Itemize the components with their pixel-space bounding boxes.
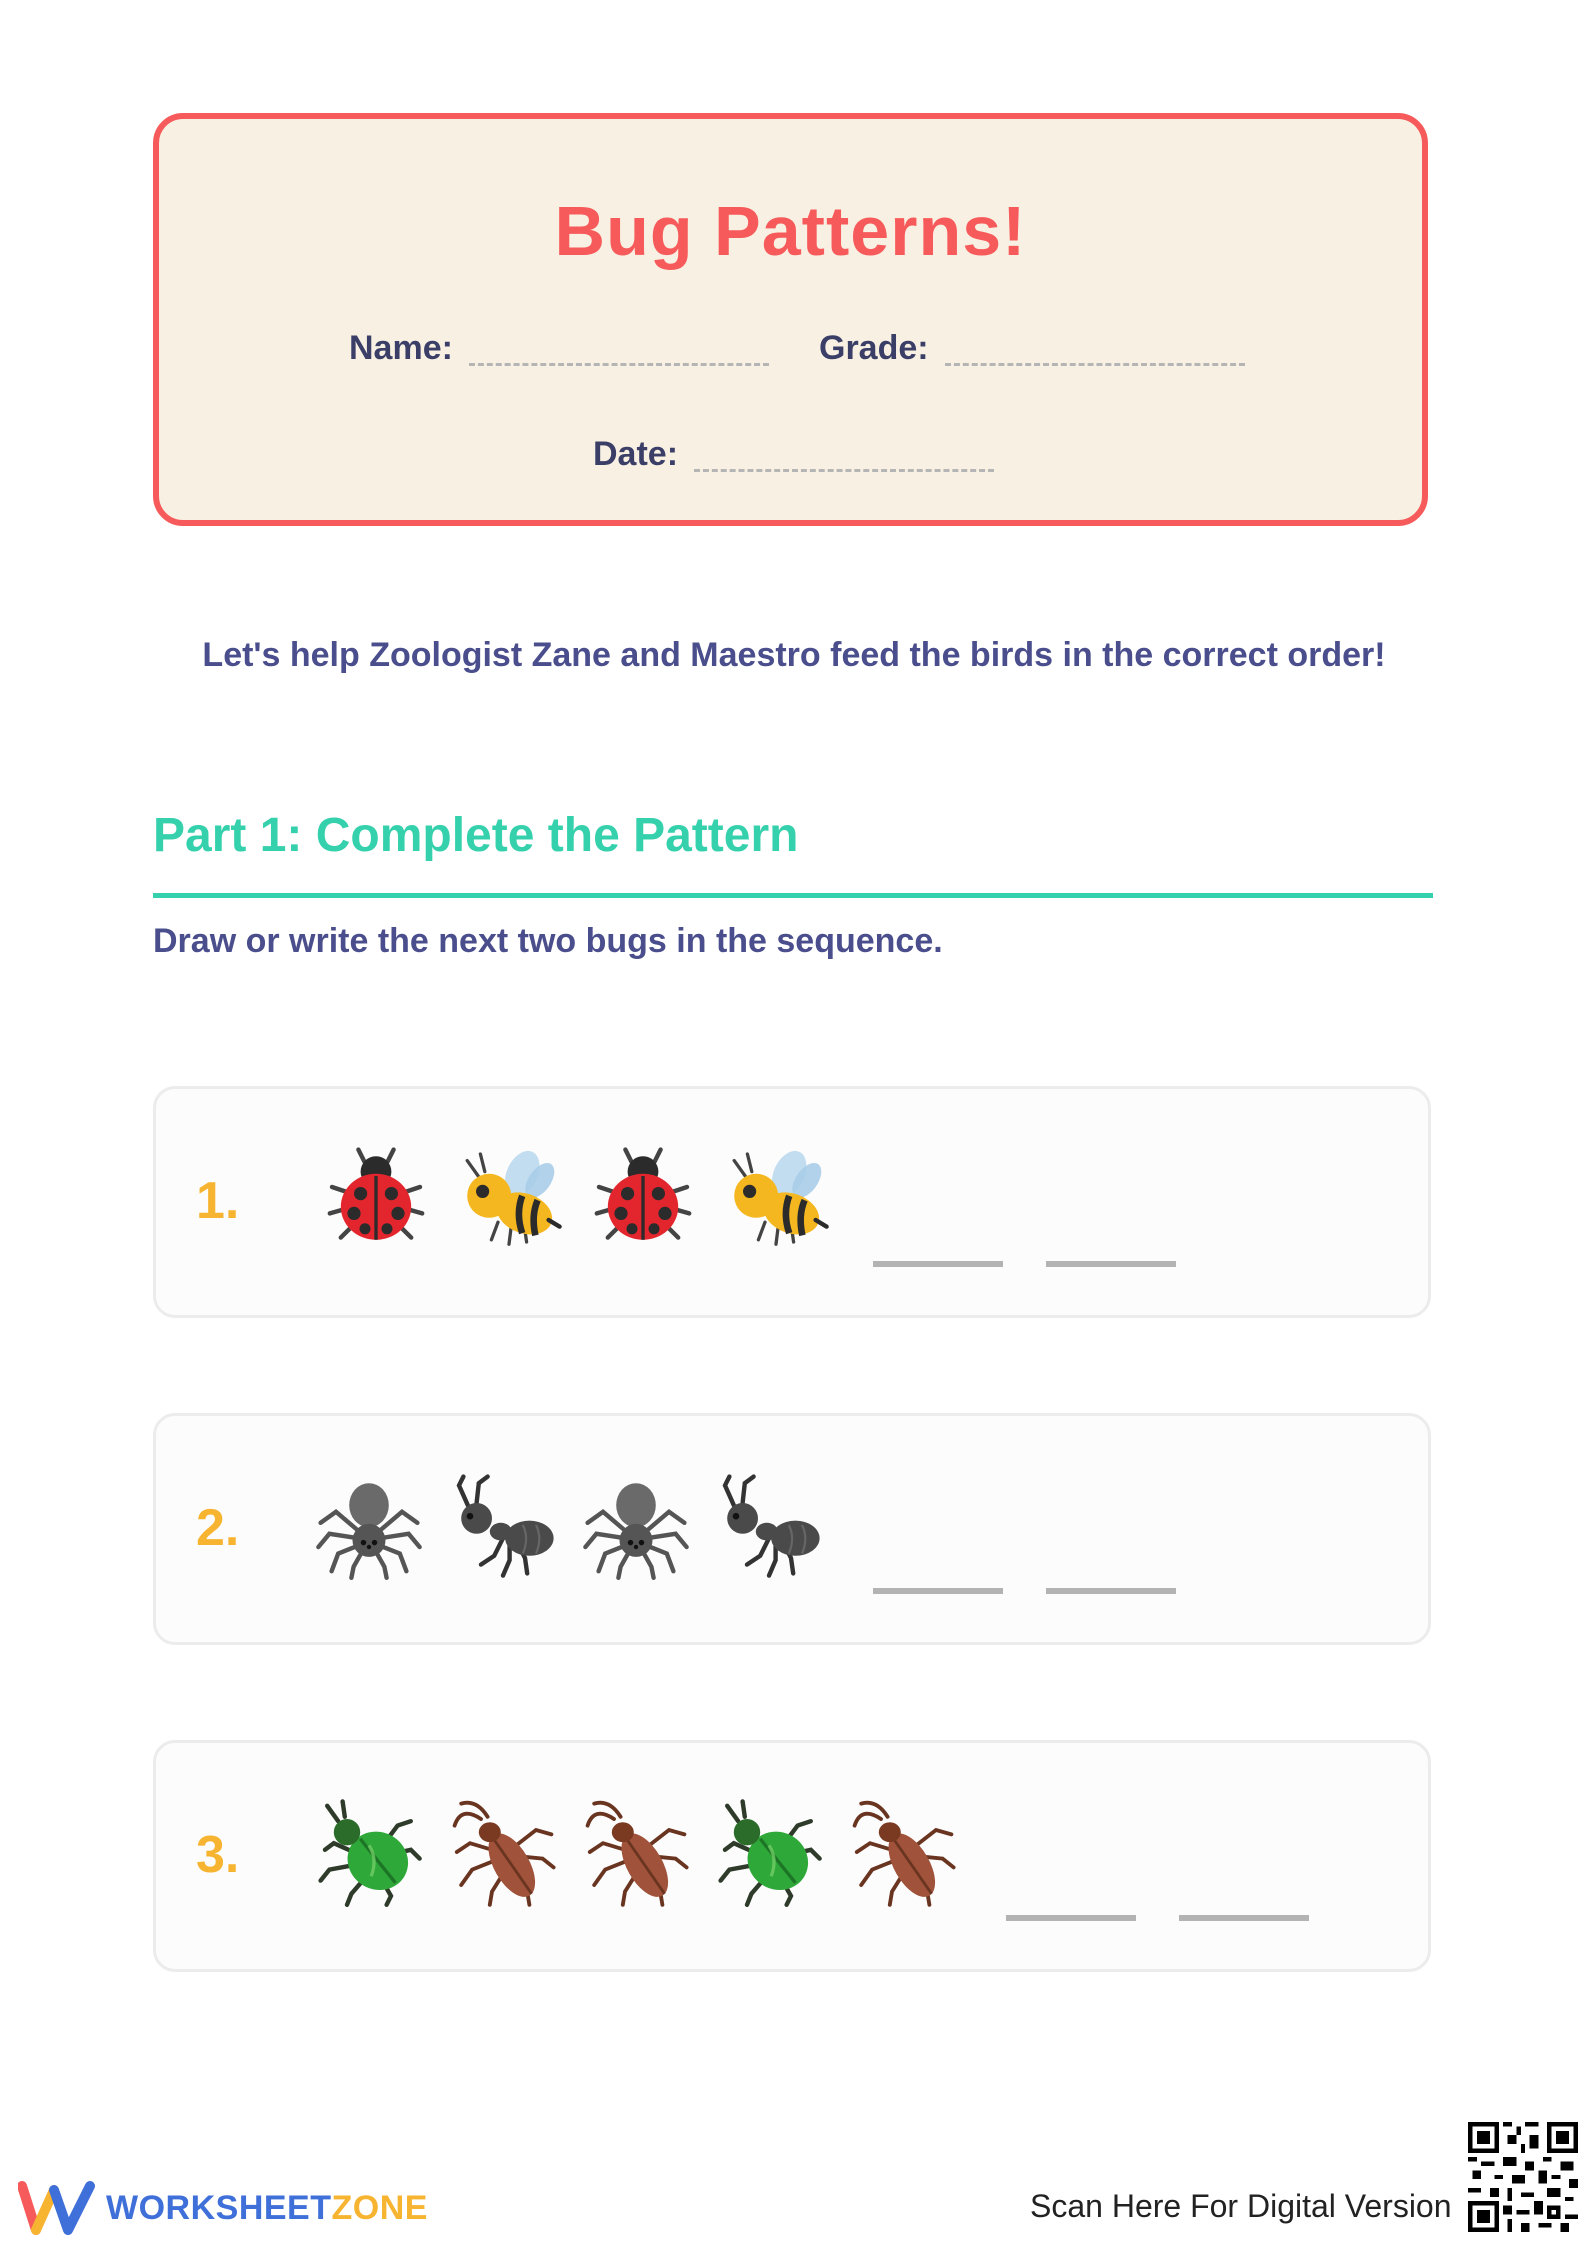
date-field[interactable] bbox=[593, 435, 994, 474]
ant-icon bbox=[714, 1470, 824, 1580]
cockroach-icon bbox=[848, 1797, 958, 1907]
part1-divider bbox=[153, 893, 1433, 898]
name-label: Name: bbox=[349, 329, 453, 367]
qr-code-icon[interactable] bbox=[1468, 2122, 1578, 2232]
beetle-icon bbox=[714, 1797, 824, 1907]
answer-blank[interactable] bbox=[873, 1588, 1003, 1594]
name-field[interactable] bbox=[349, 329, 769, 368]
part1-instructions: Draw or write the next two bugs in the sequence. bbox=[153, 922, 943, 960]
pattern-row-1 bbox=[153, 1086, 1431, 1318]
answer-blank[interactable] bbox=[1046, 1261, 1176, 1267]
part1-title: Part 1: Complete the Pattern bbox=[153, 809, 799, 862]
scan-text: Scan Here For Digital Version bbox=[1030, 2188, 1452, 2224]
pattern-number: 3. bbox=[196, 1826, 240, 1884]
header-box bbox=[153, 113, 1428, 526]
grade-line[interactable] bbox=[945, 353, 1245, 366]
pattern-number: 1. bbox=[196, 1172, 240, 1230]
spider-icon bbox=[581, 1470, 691, 1580]
answer-blank[interactable] bbox=[1179, 1915, 1309, 1921]
intro-text: Let's help Zoologist Zane and Maestro feed the birds in the correct order! bbox=[202, 636, 1386, 674]
beetle-icon bbox=[314, 1797, 424, 1907]
bee-icon bbox=[454, 1143, 564, 1253]
page-title: Bug Patterns! bbox=[554, 192, 1027, 270]
grade-field[interactable] bbox=[819, 329, 1245, 368]
date-line[interactable] bbox=[694, 459, 994, 472]
cockroach-icon bbox=[581, 1797, 691, 1907]
date-label: Date: bbox=[593, 435, 679, 473]
name-line[interactable] bbox=[469, 353, 769, 366]
logo-text: WORKSHEETZONE bbox=[106, 2188, 428, 2227]
pattern-row-3 bbox=[153, 1740, 1431, 1972]
answer-blank[interactable] bbox=[873, 1261, 1003, 1267]
ladybug-icon bbox=[588, 1143, 698, 1253]
pattern-row-2 bbox=[153, 1413, 1431, 1645]
ladybug-icon bbox=[321, 1143, 431, 1253]
answer-blank[interactable] bbox=[1046, 1588, 1176, 1594]
cockroach-icon bbox=[448, 1797, 558, 1907]
worksheetzone-logo[interactable] bbox=[18, 2180, 428, 2236]
pattern-number: 2. bbox=[196, 1499, 240, 1557]
answer-blank[interactable] bbox=[1006, 1915, 1136, 1921]
ant-icon bbox=[448, 1470, 558, 1580]
logo-mark-icon bbox=[18, 2180, 96, 2236]
grade-label: Grade: bbox=[819, 329, 929, 367]
bee-icon bbox=[721, 1143, 831, 1253]
spider-icon bbox=[314, 1470, 424, 1580]
